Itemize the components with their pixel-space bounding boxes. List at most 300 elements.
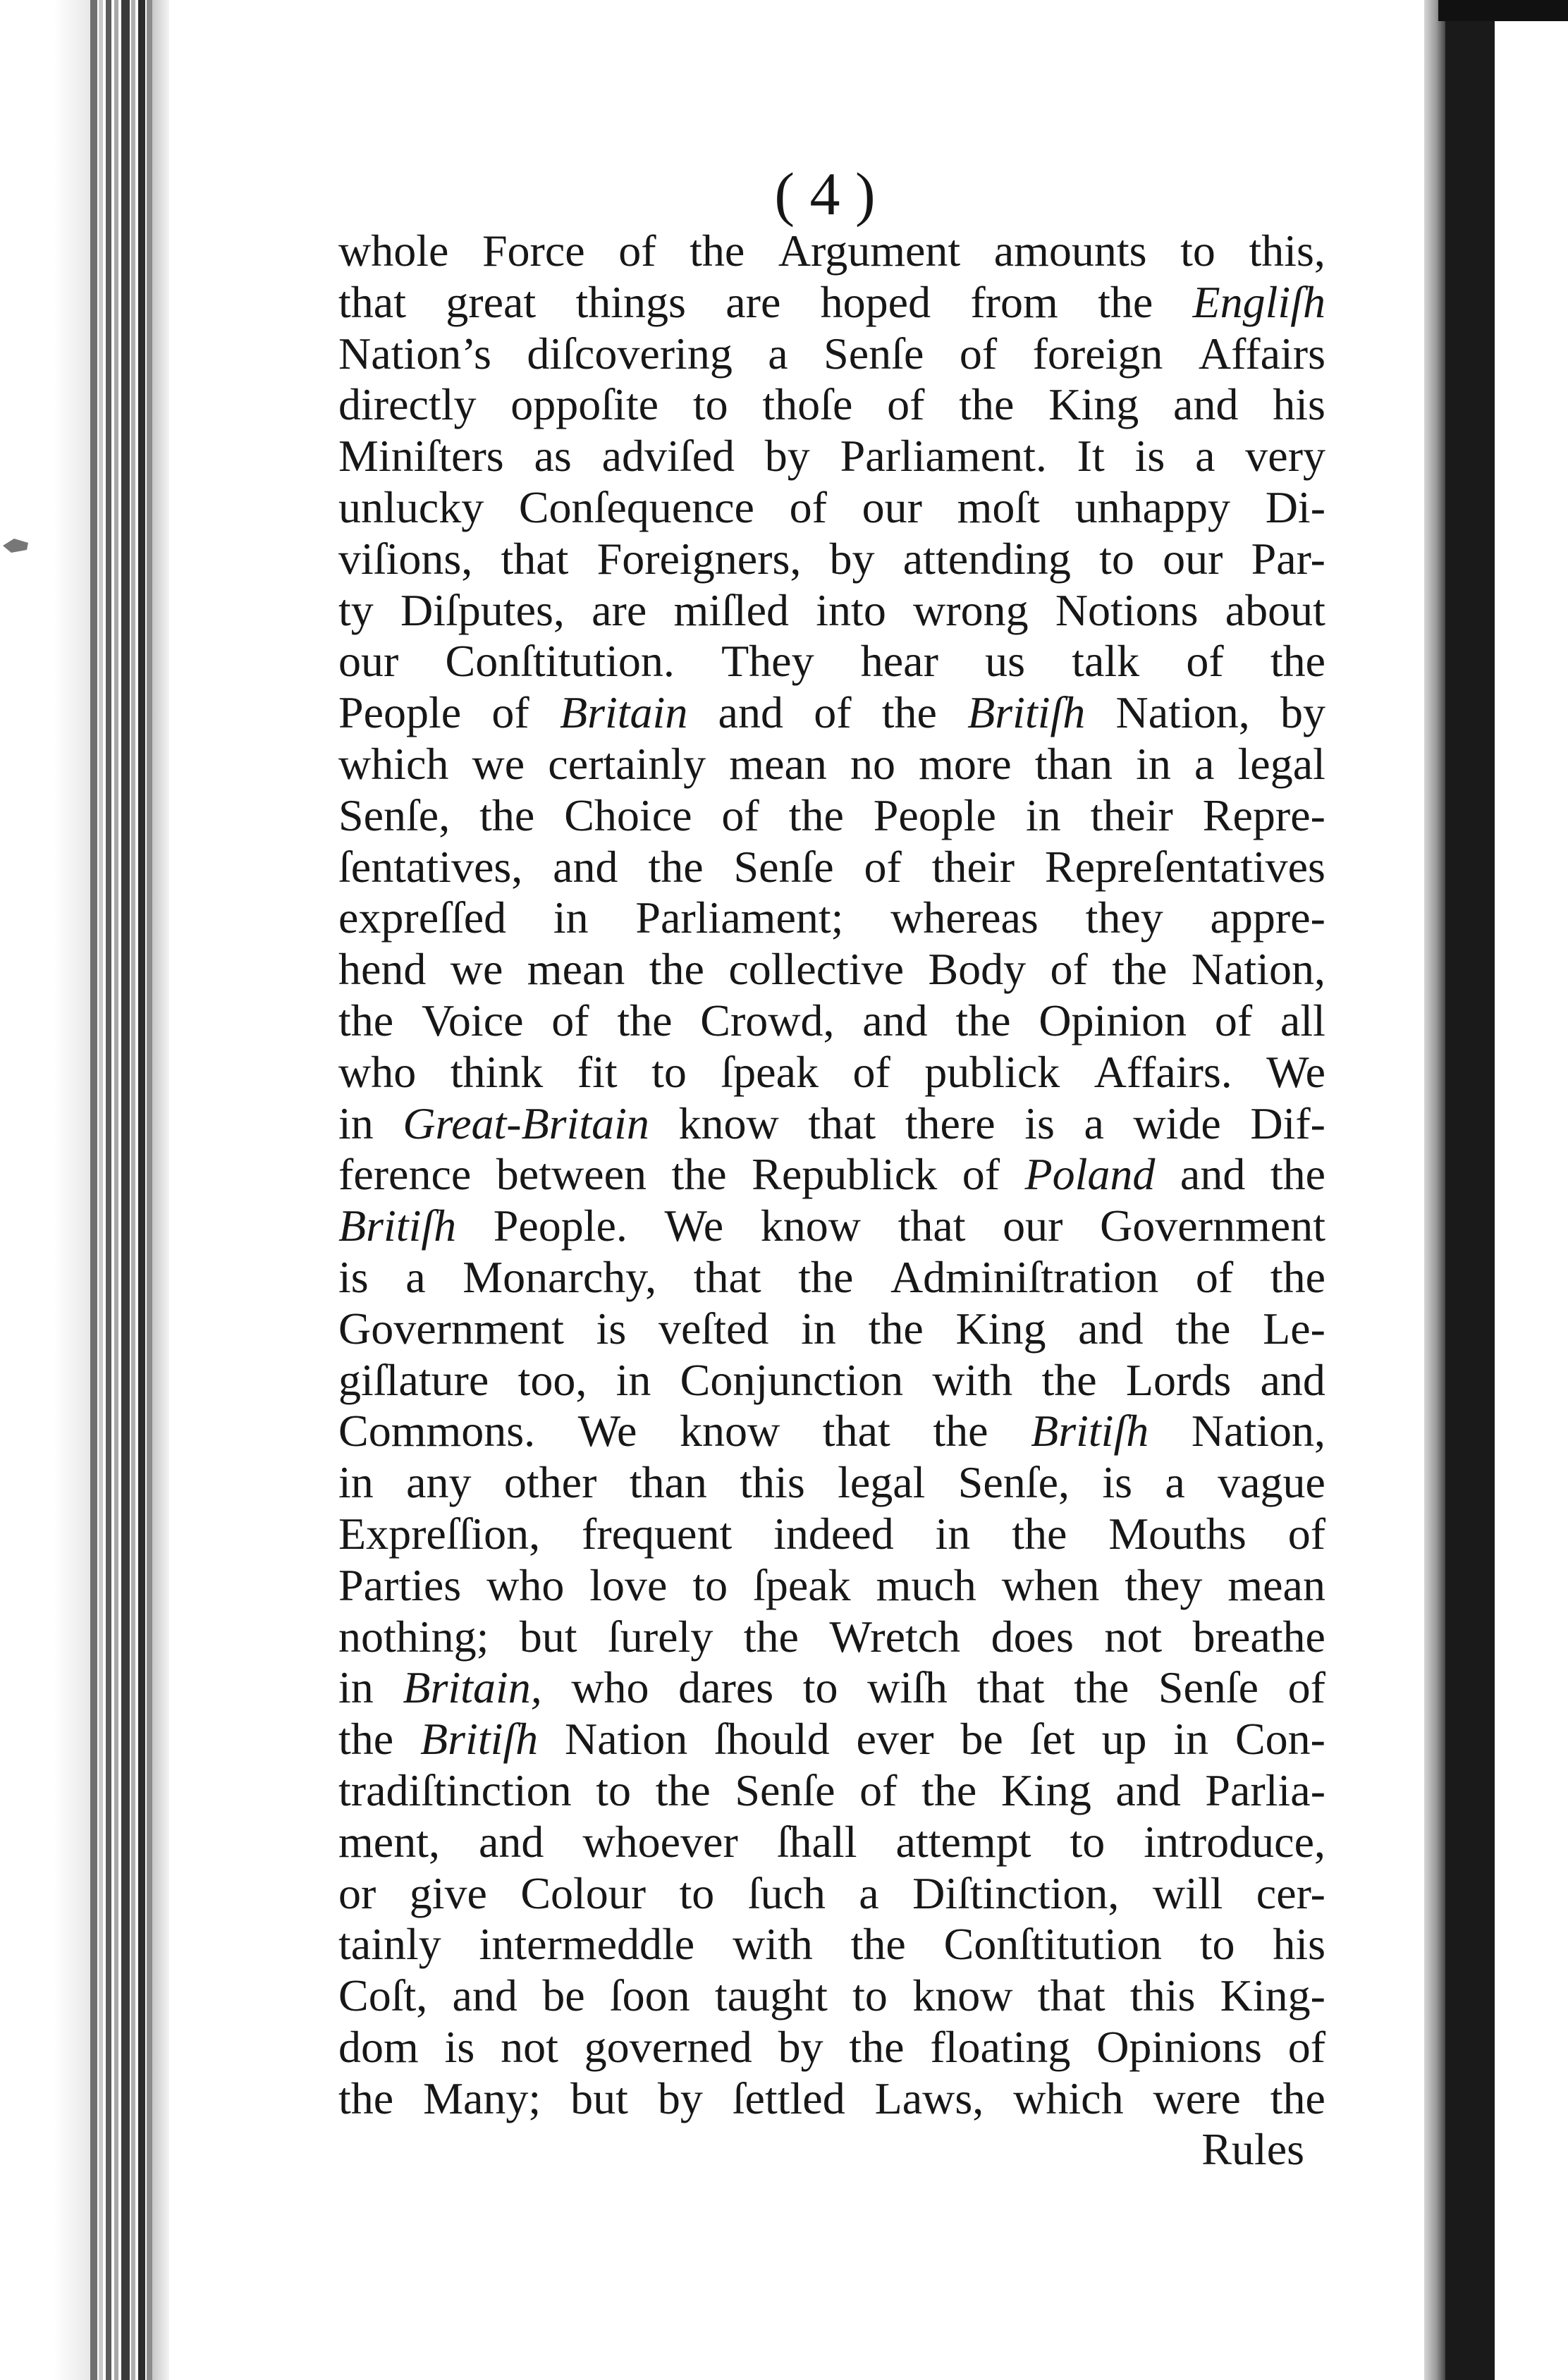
word: of xyxy=(1287,2021,1325,2072)
word: attending xyxy=(902,533,1071,584)
word: when xyxy=(1001,1559,1100,1610)
word: with xyxy=(733,1919,813,1970)
word: Britain xyxy=(559,687,688,738)
word: the xyxy=(955,995,1011,1045)
word: the xyxy=(338,995,394,1045)
word: Diſtinction, xyxy=(912,1867,1120,1918)
word: in xyxy=(553,892,589,943)
word: dom xyxy=(338,2021,419,2072)
word: Senſe xyxy=(733,841,834,892)
word: this xyxy=(1129,1970,1196,2021)
word: know xyxy=(680,1406,780,1456)
word: Wretch xyxy=(829,1611,961,1662)
word: the xyxy=(921,1765,977,1815)
word: floating xyxy=(930,2021,1071,2072)
word: the xyxy=(690,226,745,276)
word: Government xyxy=(338,1303,564,1354)
word: and xyxy=(1173,379,1239,430)
scanner-background-top xyxy=(1438,0,1568,21)
text-line xyxy=(338,431,1325,482)
word: and xyxy=(862,995,928,1045)
word: the xyxy=(1270,1251,1325,1302)
scan-margin-left xyxy=(0,0,90,2380)
text-line xyxy=(338,892,1325,944)
word: of xyxy=(1186,636,1224,687)
word: of xyxy=(618,226,656,276)
word: of xyxy=(962,1149,1000,1200)
word: Conſequence xyxy=(518,481,754,532)
word: publick xyxy=(924,1046,1060,1097)
word: Nation xyxy=(565,1714,688,1765)
word: Britain, xyxy=(403,1662,542,1713)
word: that xyxy=(501,533,569,584)
word: ſhould xyxy=(714,1714,830,1765)
word: know xyxy=(678,1098,779,1148)
page-stack-edge xyxy=(99,0,103,2380)
word: Miniſters xyxy=(338,431,504,481)
word: Opinion xyxy=(1039,995,1187,1045)
text-line xyxy=(338,790,1325,842)
word: a xyxy=(768,328,788,379)
word: King- xyxy=(1220,1970,1325,2021)
word: the xyxy=(479,790,535,840)
word: ſhall xyxy=(776,1816,857,1867)
word: that xyxy=(898,1201,966,1251)
word: and xyxy=(1115,1765,1181,1815)
word: ſuch xyxy=(747,1867,826,1918)
word: the xyxy=(1270,2073,1325,2123)
word: into xyxy=(816,584,886,635)
text-line xyxy=(338,329,1325,380)
text-line xyxy=(338,1098,1325,1150)
word: governed xyxy=(584,2021,752,2072)
word: is xyxy=(1102,1457,1132,1508)
word: the xyxy=(1041,1354,1097,1405)
word: is xyxy=(338,1251,369,1302)
word: that xyxy=(822,1406,890,1456)
word: fit xyxy=(577,1046,618,1097)
word: with xyxy=(932,1354,1013,1405)
word: taught xyxy=(714,1970,828,2021)
word: mean xyxy=(527,944,625,995)
word: his xyxy=(1273,1919,1325,1970)
word: thoſe xyxy=(762,379,853,430)
word: between xyxy=(496,1149,647,1200)
word: a xyxy=(1195,431,1215,481)
word: and xyxy=(1180,1149,1246,1200)
word: legal xyxy=(838,1457,926,1508)
word: ſpeak xyxy=(753,1559,851,1610)
word: are xyxy=(725,276,781,327)
body-text xyxy=(338,226,1325,2176)
word: very xyxy=(1245,431,1325,481)
word: wide xyxy=(1133,1098,1221,1148)
word: veſted xyxy=(659,1303,769,1354)
page-stack-edge xyxy=(138,0,145,2380)
word: that xyxy=(976,1662,1045,1713)
text-line xyxy=(338,944,1325,995)
word: nothing; xyxy=(338,1611,489,1662)
word: be xyxy=(960,1714,1003,1765)
word: too, xyxy=(517,1354,587,1405)
word: the xyxy=(1175,1303,1231,1354)
word: ſentatives, xyxy=(338,841,523,892)
word: who xyxy=(338,1046,417,1097)
word: Force xyxy=(482,226,585,276)
word: in xyxy=(338,1457,374,1508)
word: Senſe, xyxy=(338,790,451,840)
word: legal xyxy=(1237,738,1325,789)
word: but xyxy=(570,2073,628,2123)
word: that xyxy=(1037,1970,1105,2021)
word: in xyxy=(338,1662,374,1713)
word: Government xyxy=(1100,1201,1325,1251)
word: Senſe, xyxy=(957,1457,1070,1508)
word: the xyxy=(649,944,704,995)
word: to xyxy=(852,1970,888,2021)
word: a xyxy=(1165,1457,1185,1508)
word: that xyxy=(693,1251,761,1302)
word: this xyxy=(740,1457,805,1508)
word: directly xyxy=(338,379,477,430)
word: our xyxy=(338,636,399,687)
word: up xyxy=(1101,1714,1147,1765)
word: of xyxy=(852,1046,890,1097)
word: things xyxy=(575,276,686,327)
word: this, xyxy=(1249,226,1325,276)
word: that xyxy=(808,1098,876,1148)
word: by xyxy=(657,2073,703,2123)
word: not xyxy=(501,2021,558,2072)
word: will xyxy=(1152,1867,1223,1918)
word: hear xyxy=(860,636,938,687)
word: in xyxy=(801,1303,836,1354)
word: by xyxy=(764,431,810,481)
word: Britiſh xyxy=(338,1201,457,1251)
word: wiſh xyxy=(867,1662,948,1713)
word: of xyxy=(959,328,998,379)
word: a xyxy=(405,1251,426,1302)
word: give xyxy=(409,1867,487,1918)
word: Adminiſtration xyxy=(890,1251,1159,1302)
word: the xyxy=(1012,1508,1067,1559)
text-line xyxy=(338,1817,1325,1868)
word: about xyxy=(1225,584,1325,635)
word: Parliament; xyxy=(635,892,844,943)
word: in xyxy=(1136,738,1171,789)
word: Conſtitution xyxy=(943,1919,1162,1970)
word: than xyxy=(629,1457,707,1508)
word: of xyxy=(887,379,925,430)
text-line xyxy=(338,1765,1325,1817)
word: Great-Britain xyxy=(403,1098,649,1148)
word: as xyxy=(534,431,572,481)
word: know xyxy=(760,1201,861,1251)
word: his xyxy=(1273,379,1325,430)
text-line xyxy=(338,1252,1325,1304)
word: the xyxy=(849,2021,905,2072)
word: the xyxy=(850,1919,906,1970)
page-right-edge xyxy=(1424,0,1448,2380)
word: in xyxy=(338,1098,374,1148)
text-line xyxy=(338,842,1325,893)
word: the xyxy=(338,2073,394,2123)
word: of xyxy=(1287,1662,1325,1713)
word: Many; xyxy=(423,2073,541,2123)
word: of xyxy=(1214,995,1253,1045)
word: and xyxy=(1260,1354,1325,1405)
word: Nation’s xyxy=(338,328,491,379)
word: our xyxy=(1163,533,1223,584)
word: Colour xyxy=(520,1867,647,1918)
word: to xyxy=(651,1046,687,1097)
word: is xyxy=(444,2021,475,2072)
text-line xyxy=(338,1612,1325,1663)
word: the xyxy=(617,995,673,1045)
word: that xyxy=(338,276,406,327)
word: They xyxy=(721,636,814,687)
word: whoever xyxy=(582,1816,738,1867)
word: the xyxy=(933,1406,988,1456)
word: hend xyxy=(338,944,427,995)
text-line xyxy=(338,1662,1325,1714)
word: the xyxy=(655,1765,711,1815)
word: Conjunction xyxy=(680,1354,904,1405)
word: wrong xyxy=(913,584,1029,635)
word: by xyxy=(1280,687,1325,738)
word: Commons. xyxy=(338,1406,536,1456)
word: Poland xyxy=(1024,1149,1156,1200)
text-line xyxy=(338,1560,1325,1612)
word: attempt xyxy=(895,1816,1031,1867)
text-line xyxy=(338,1919,1325,1970)
word: of xyxy=(551,995,589,1045)
page-stack-edge xyxy=(147,0,152,2380)
word: and xyxy=(1078,1303,1144,1354)
word: Le- xyxy=(1263,1303,1325,1354)
page-stack-edge xyxy=(131,0,135,2380)
word: People xyxy=(873,790,996,840)
word: of xyxy=(721,790,759,840)
page-stack-edge xyxy=(121,0,130,2380)
word: of xyxy=(859,1765,898,1815)
word: or xyxy=(338,1867,376,1918)
word: Diſputes, xyxy=(400,584,565,635)
word: much xyxy=(876,1559,976,1610)
word: does xyxy=(991,1611,1074,1662)
word: great xyxy=(446,276,537,327)
word: who xyxy=(486,1559,565,1610)
page-stack-edge xyxy=(114,0,118,2380)
word: are xyxy=(592,584,647,635)
word: to xyxy=(1070,1816,1105,1867)
word: they xyxy=(1085,892,1163,943)
word: Engliſh xyxy=(1192,276,1325,327)
word: Nation, xyxy=(1115,687,1250,738)
word: frequent xyxy=(582,1508,733,1559)
word: whereas xyxy=(890,892,1039,943)
text-line xyxy=(338,995,1325,1047)
word: to xyxy=(1180,226,1215,276)
text-line xyxy=(338,277,1325,329)
word: unlucky xyxy=(338,481,484,532)
text-line xyxy=(338,1047,1325,1098)
word: know xyxy=(912,1970,1013,2021)
word: the xyxy=(1112,944,1168,995)
word: whole xyxy=(338,226,449,276)
word: think xyxy=(450,1046,544,1097)
text-line xyxy=(338,739,1325,790)
word: cer- xyxy=(1256,1867,1325,1918)
word: Conſtitution. xyxy=(445,636,675,687)
word: Di- xyxy=(1265,481,1325,532)
page-number: ( 4 ) xyxy=(774,160,876,228)
word: Body xyxy=(928,944,1027,995)
word: and xyxy=(452,1970,517,2021)
word: the xyxy=(1270,636,1325,687)
word: to xyxy=(1099,533,1134,584)
word: of xyxy=(789,481,827,532)
word: Britiſh xyxy=(1031,1406,1149,1456)
text-line xyxy=(338,379,1325,431)
word: mean xyxy=(729,738,827,789)
word: the xyxy=(868,1303,924,1354)
word: ſettled xyxy=(732,2073,845,2123)
word: the xyxy=(1270,1149,1325,1200)
word: ty xyxy=(338,584,374,635)
text-line xyxy=(338,1149,1325,1201)
word: is xyxy=(596,1303,627,1354)
word: Parlia- xyxy=(1205,1765,1325,1815)
word: which xyxy=(1013,2073,1124,2123)
word: be xyxy=(542,1970,585,2021)
text-line xyxy=(338,1406,1325,1457)
word: Foreigners, xyxy=(596,533,802,584)
text-line xyxy=(338,1201,1325,1252)
word: there xyxy=(905,1098,996,1148)
word: intermeddle xyxy=(479,1919,695,1970)
word: who xyxy=(571,1662,649,1713)
word: It xyxy=(1077,431,1105,481)
margin-mark xyxy=(1,536,30,554)
word: Mouths xyxy=(1108,1508,1247,1559)
text-line xyxy=(338,226,1325,277)
text-line xyxy=(338,2022,1325,2073)
word: tainly xyxy=(338,1919,441,1970)
word: of xyxy=(491,687,529,738)
catchword xyxy=(338,2124,1325,2176)
word: all xyxy=(1280,995,1325,1045)
word: the xyxy=(788,790,844,840)
word: tradiſtinction xyxy=(338,1765,572,1815)
word: Choice xyxy=(564,790,692,840)
word: to xyxy=(679,1867,715,1918)
word: Dif- xyxy=(1250,1098,1325,1148)
page-gutter-shadow xyxy=(152,0,169,2380)
word: to xyxy=(596,1765,631,1815)
word: of xyxy=(1287,1508,1325,1559)
word: People xyxy=(338,687,462,738)
word: to xyxy=(692,1559,728,1610)
word: Senſe xyxy=(1158,1662,1259,1713)
word: the xyxy=(338,1714,394,1765)
text-line xyxy=(338,1457,1325,1509)
word: the xyxy=(959,379,1015,430)
word: Laws, xyxy=(874,2073,984,2123)
word: Senſe xyxy=(735,1765,835,1815)
word: Crowd, xyxy=(700,995,835,1045)
word: of xyxy=(1195,1251,1234,1302)
word: oppoſite xyxy=(510,379,659,430)
text-line xyxy=(338,482,1325,534)
word: to xyxy=(802,1662,838,1713)
word: Lords xyxy=(1125,1354,1232,1405)
word: ever xyxy=(856,1714,934,1765)
word: Opinions xyxy=(1096,2021,1262,2072)
text-line xyxy=(338,1509,1325,1560)
word: People. xyxy=(493,1201,627,1251)
word: ment, xyxy=(338,1816,440,1867)
word: a xyxy=(859,1867,879,1918)
word: Britiſh xyxy=(420,1714,539,1765)
word: We xyxy=(577,1406,637,1456)
word: the xyxy=(881,687,937,738)
word: ſpeak xyxy=(721,1046,819,1097)
word: Affairs. xyxy=(1094,1046,1232,1097)
word: introduce, xyxy=(1144,1816,1325,1867)
word: mean xyxy=(1227,1559,1325,1610)
word: ſurely xyxy=(608,1611,713,1662)
word: Nation, xyxy=(1191,1406,1325,1456)
word: the xyxy=(1098,276,1153,327)
word: were xyxy=(1153,2073,1241,2123)
word: of xyxy=(1050,944,1088,995)
word: Repre- xyxy=(1202,790,1325,840)
word: the xyxy=(671,1149,727,1200)
word: Republick xyxy=(752,1149,938,1200)
word: we xyxy=(450,944,503,995)
scanner-background xyxy=(1445,0,1495,2380)
text-line xyxy=(338,2073,1325,2125)
word: King xyxy=(1000,1765,1091,1815)
word: they xyxy=(1125,1559,1203,1610)
word: Par- xyxy=(1251,533,1325,584)
word: and xyxy=(718,687,783,738)
text-line xyxy=(338,1304,1325,1355)
word: any xyxy=(406,1457,472,1508)
word: diſcovering xyxy=(527,328,733,379)
word: indeed xyxy=(773,1508,894,1559)
word: and xyxy=(553,841,618,892)
text-line xyxy=(338,1868,1325,1920)
word: of xyxy=(814,687,852,738)
word: Argument xyxy=(778,226,961,276)
word: of xyxy=(864,841,902,892)
word: giſlature xyxy=(338,1354,489,1405)
page-stack-edge xyxy=(90,0,97,2380)
word: We xyxy=(1266,1046,1325,1097)
word: Repreſentatives xyxy=(1044,841,1325,892)
word: Coſt, xyxy=(338,1970,428,2021)
text-line xyxy=(338,1714,1325,1765)
word: no xyxy=(850,738,895,789)
word: King xyxy=(1048,379,1139,430)
word: the xyxy=(798,1251,854,1302)
text-line xyxy=(338,585,1325,637)
word: moſt xyxy=(957,481,1040,532)
word: our xyxy=(1003,1201,1063,1251)
word: amounts xyxy=(993,226,1147,276)
